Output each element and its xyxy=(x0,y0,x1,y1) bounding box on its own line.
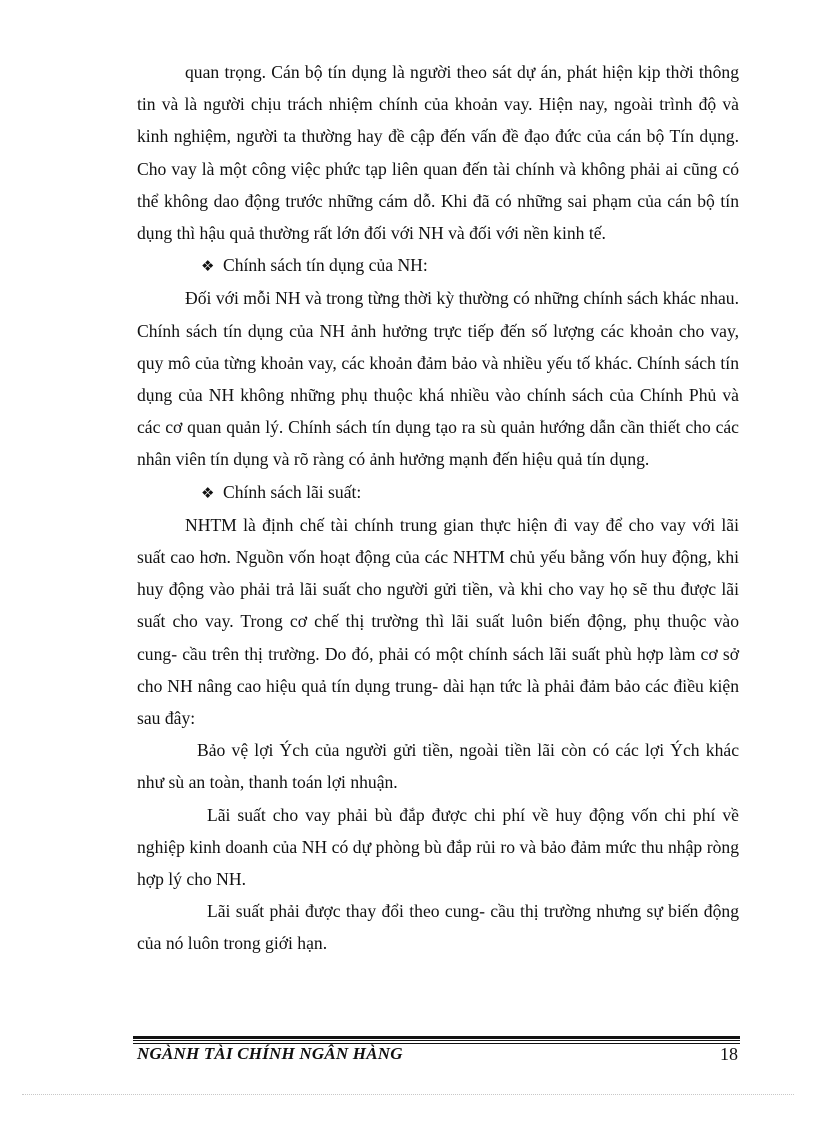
paragraph-interest-policy: NHTM là định chế tài chính trung gian thực hiện đi vay để cho vay với lãi suất cao hơn. Nguồn vốn hoạt động của các NHTM chủ yếu bằng vốn huy động, khi huy động vào phải trả lãi suất cho người gửi tiền, và khi cho vay họ sẽ thu được lãi suất cho vay. Trong cơ chế thị trường thì lãi suất luôn biến động, phụ thuộc vào cung- cầu trên thị trường. Do đó, phải có một chính sách lãi suất phù hợp làm cơ sở cho NH nâng cao hiệu quả tín dụng trung- dài hạn tức là phải đảm bảo các điều kiện sau đây: xyxy=(137,514,739,729)
paragraph-rate-change: Lãi suất phải được thay đổi theo cung- cầu thị trường nhưng sự biến động của nó luôn trong giới hạn. xyxy=(137,901,739,954)
bullet-heading-interest-policy xyxy=(137,476,739,509)
diamond-bullet-icon: ❖ xyxy=(201,257,215,276)
bullet-heading-text: Chính sách lãi suất: xyxy=(223,481,362,502)
paragraph-depositor-benefit: Bảo vệ lợi Ých của người gửi tiền, ngoài tiền lãi còn có các lợi Ých khác như sù an toàn, thanh toán lợi nhuận. xyxy=(137,740,739,793)
bullet-heading-text: Chính sách tín dụng của NH: xyxy=(223,255,428,276)
page-edge-divider xyxy=(22,1094,794,1095)
page-body xyxy=(137,56,739,960)
diamond-bullet-icon: ❖ xyxy=(201,483,215,502)
footer-title: NGÀNH TÀI CHÍNH NGÂN HÀNG xyxy=(137,1044,403,1063)
paragraph-credit-policy: Đối với mỗi NH và trong từng thời kỳ thường có những chính sách khác nhau. Chính sách tín dụng của NH ảnh hưởng trực tiếp đến số lượng các khoản cho vay, quy mô của từng khoản vay, các khoản đảm bảo và nhiều yếu tố khác. Chính sách tín dụng của NH không những phụ thuộc khá nhiều vào chính sách của Chính Phủ và các cơ quan quản lý. Chính sách tín dụng tạo ra sù quản hướng dẫn cần thiết cho các nhân viên tín dụng và rõ ràng có ảnh hưởng mạnh đến hiệu quả tín dụng. xyxy=(137,288,739,470)
paragraph-loan-rate: Lãi suất cho vay phải bù đắp được chi phí về huy động vốn chi phí về nghiệp kinh doanh của NH có dự phòng bù đắp rủi ro và bảo đảm mức thu nhập ròng hợp lý cho NH. xyxy=(137,804,739,890)
paragraph-credit-officer: quan trọng. Cán bộ tín dụng là người theo sát dự án, phát hiện kịp thời thông tin và là người chịu trách nhiệm chính của khoản vay. Hiện nay, ngoài trình độ và kinh nghiệm, người ta thường hay đề cập đến vấn đề đạo đức của cán bộ Tín dụng. Cho vay là một công việc phức tạp liên quan đến tài chính và không phải ai cũng có thể không dao động trước những cám dỗ. Khi đã có những sai phạm của cán bộ tín dụng thì hậu quả thường rất lớn đối với NH và đối với nền kinh tế. xyxy=(137,62,739,244)
page-number: 18 xyxy=(720,1044,738,1064)
bullet-heading-credit-policy xyxy=(137,249,739,282)
